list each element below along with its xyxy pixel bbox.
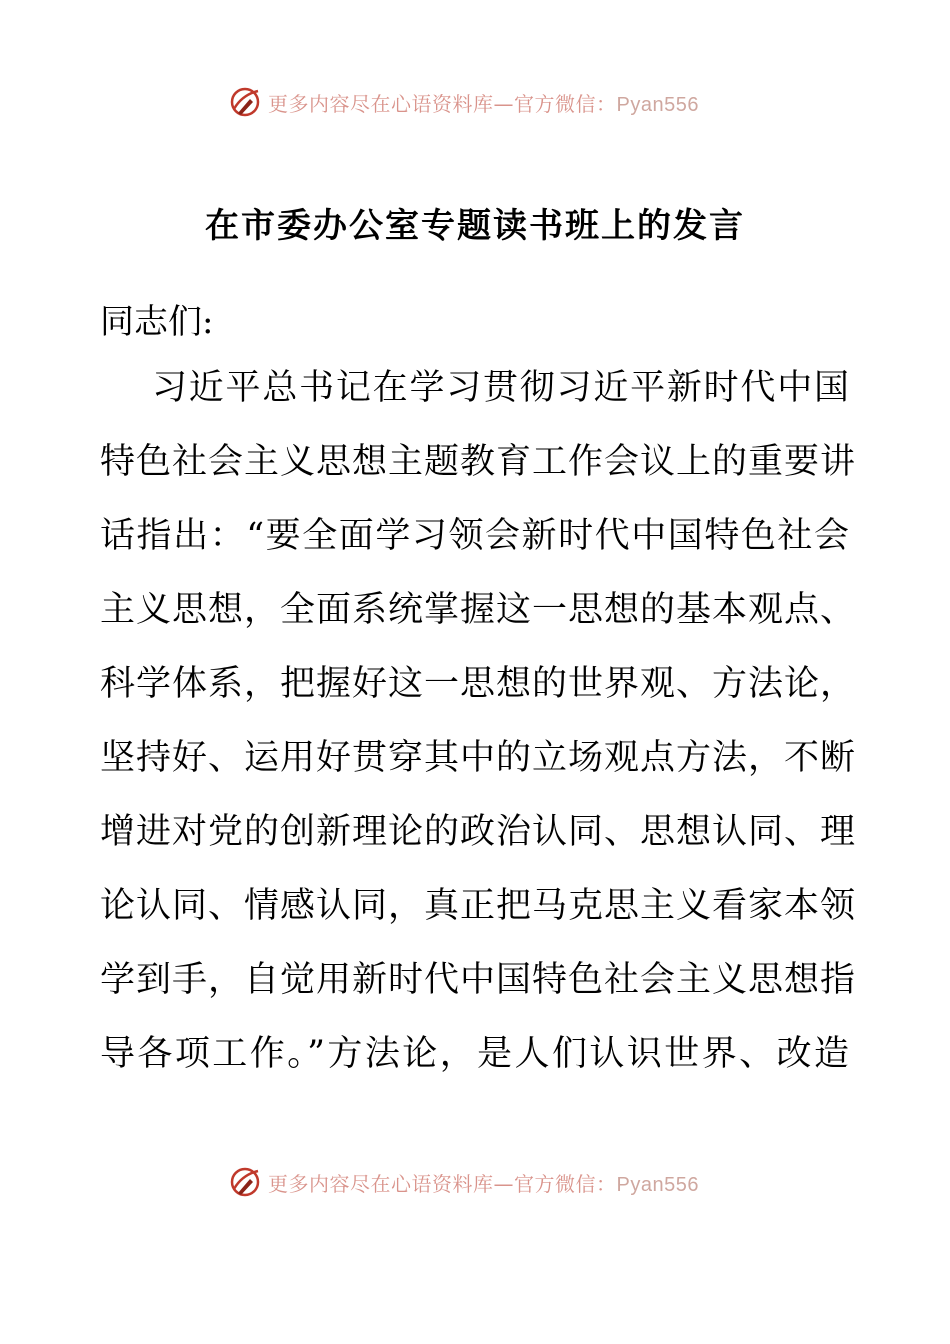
body-paragraph <box>100 358 857 1098</box>
body-line: 坚持好、运用好贯穿其中的立场观点方法，不断 <box>100 738 857 778</box>
body-line: 增进对党的创新理论的政治认同、思想认同、理 <box>100 812 857 852</box>
body-line: 导各项工作。”方法论，是人们认识世界、改造 <box>100 1034 850 1074</box>
banner-text: 更多内容尽在心语资料库—官方微信：Pyan556 <box>268 91 699 116</box>
body-line: 论认同、情感认同，真正把马克思主义看家本领 <box>100 886 857 926</box>
body-line: 习近平总书记在学习贯彻习近平新时代中国 <box>152 368 850 408</box>
pen-logo-icon <box>228 85 262 119</box>
header-banner <box>228 82 788 122</box>
body-line: 特色社会主义思想主题教育工作会议上的重要讲 <box>100 442 857 482</box>
banner-text: 更多内容尽在心语资料库—官方微信：Pyan556 <box>268 1171 699 1196</box>
pen-logo-icon <box>228 1165 262 1199</box>
body-line: 学到手，自觉用新时代中国特色社会主义思想指 <box>100 960 857 1000</box>
body-line: 话指出：“要全面学习领会新时代中国特色社会 <box>100 516 850 556</box>
body-line: 科学体系，把握好这一思想的世界观、方法论， <box>100 664 857 704</box>
greeting: 同志们: <box>100 302 214 342</box>
footer-banner <box>228 1162 788 1202</box>
document-title: 在市委办公室专题读书班上的发言 <box>205 206 745 246</box>
body-line: 主义思想，全面系统掌握这一思想的基本观点、 <box>100 590 857 630</box>
